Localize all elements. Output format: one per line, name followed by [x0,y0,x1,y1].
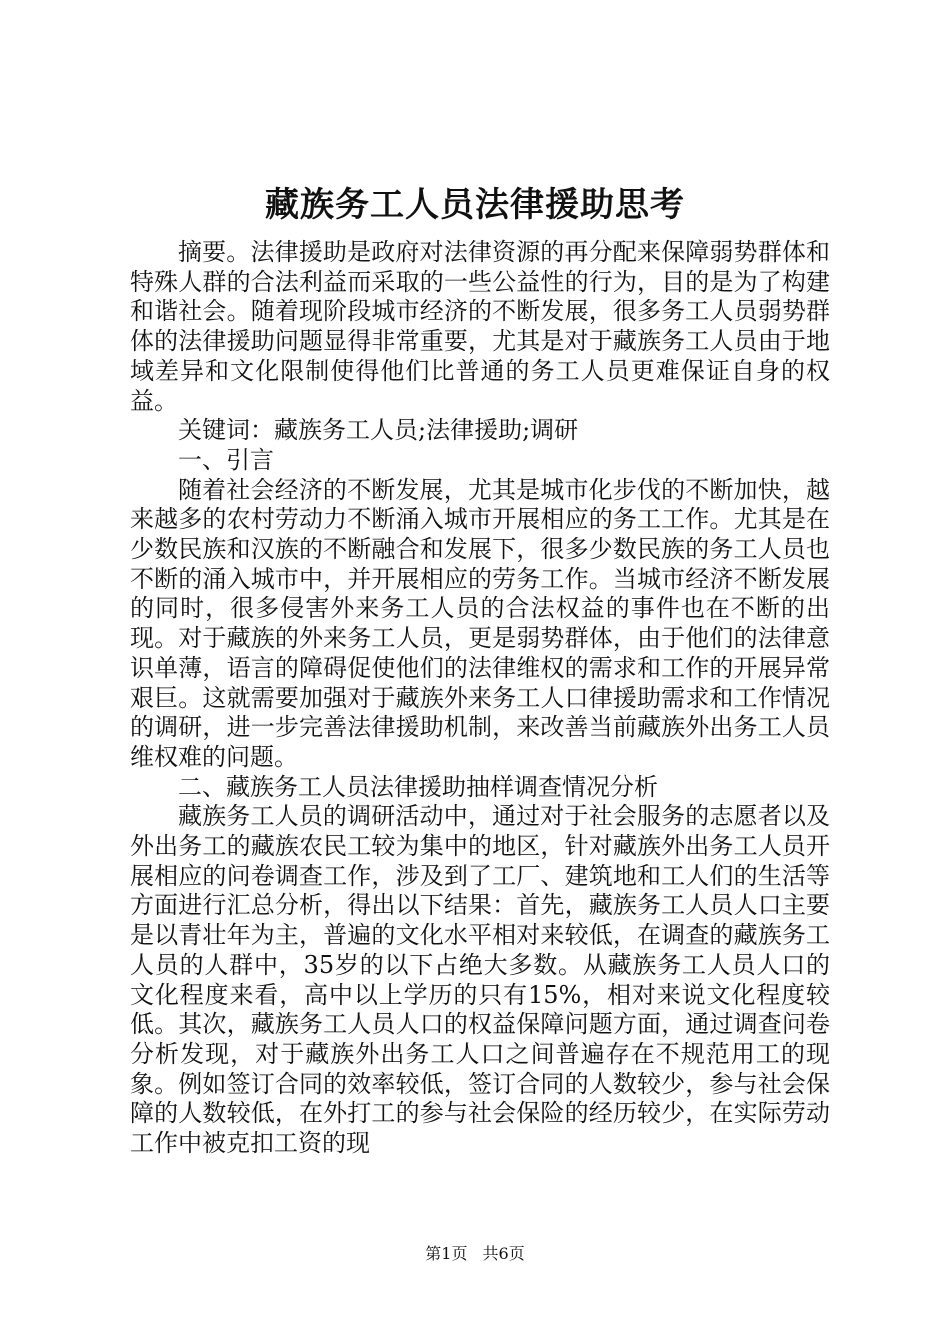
section-heading-survey-analysis: 二、藏族务工人员法律援助抽样调查情况分析 [178,772,658,801]
survey-analysis-paragraph: 藏族务工人员的调研活动中，通过对于社会服务的志愿者以及外出务工的藏族农民工较为集中的地区，针对藏族外出务工人员开展相应的问卷调查工作，涉及到了工厂、建筑地和工人们的生活等方面进行汇总分析，得出以下结果：首先，藏族务工人员人口主要是以青壮年为主，普遍的文化水平相对来较低，在调查的藏族务工人员的人群中，35岁的以下占绝大多数。从藏族务工人员人口的文化程度来看，高中以上学历的只有15%，相对来说文化程度较低。其次，藏族务工人员人口的权益保障问题方面，通过调查问卷分析发现，对于藏族外出务工人口之间普遍存在不规范用工的现象。例如签订合同的效率较低，签订合同的人数较少，参与社会保障的人数较低，在外打工的参与社会保险的经历较少，在实际劳动工作中被克扣工资的现 [130,802,830,1158]
page-footer [0,1243,950,1265]
document-body [130,238,830,1159]
section-heading-introduction: 一、引言 [178,445,274,474]
abstract-paragraph: 摘要。法律援助是政府对法律资源的再分配来保障弱势群体和特殊人群的合法利益而采取的一些公益性的行为，目的是为了构建和谐社会。随着现阶段城市经济的不断发展，很多务工人员弱势群体的法律援助问题显得非常重要，尤其是对于藏族务工人员由于地域差异和文化限制使得他们比普通的务工人员更难保证自身的权益。 [130,238,830,415]
introduction-paragraph: 随着社会经济的不断发展，尤其是城市化步伐的不断加快，越来越多的农村劳动力不断涌入城市开展相应的务工工作。尤其是在少数民族和汉族的不断融合和发展下，很多少数民族的务工人员也不断的涌入城市中，并开展相应的劳务工作。当城市经济不断发展的同时，很多侵害外来务工人员的合法权益的事件也在不断的出现。对于藏族的外来务工人员，更是弱势群体，由于他们的法律意识单薄，语言的障碍促使他们的法律维权的需求和工作的开展异常艰巨。这就需要加强对于藏族外来务工人口律援助需求和工作情况的调研，进一步完善法律援助机制，来改善当前藏族外出务工人员维权难的问题。 [130,475,830,771]
keywords-line: 关键词：藏族务工人员;法律援助;调研 [178,416,579,445]
page-total: 共6页 [482,1244,525,1263]
document-title: 藏族务工人员法律援助思考 [265,185,685,225]
page-number: 第1页 [425,1244,468,1263]
